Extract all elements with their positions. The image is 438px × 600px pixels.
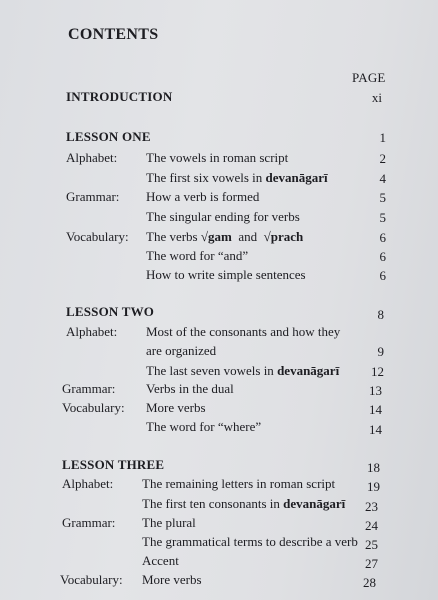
lesson-two-entry-4-page: 13: [369, 383, 382, 398]
lesson-one-entry-2-page: 4: [379, 171, 386, 186]
lesson-one-entry-6: The word for “and”: [146, 248, 249, 263]
lesson-two-entry-5: More verbs: [146, 400, 206, 415]
lesson-two-title: LESSON TWO: [66, 304, 155, 319]
lesson-three-entry-3-page: 24: [365, 518, 378, 533]
lesson-one-entry-7: How to write simple sentences: [146, 267, 306, 282]
lesson-one-entry-6-page: 6: [379, 249, 386, 264]
lesson-one-entry-4: The singular ending for verbs: [146, 209, 300, 224]
lesson-three-entry-6-page: 28: [363, 575, 376, 590]
lesson-two-alphabet-category: Alphabet:: [66, 324, 118, 339]
page-heading: CONTENTS: [68, 26, 159, 43]
lesson-three-title: LESSON THREE: [62, 457, 165, 472]
lesson-three-vocabulary-category: Vocabulary:: [60, 572, 123, 587]
lesson-two-entry-2-page: 9: [377, 344, 384, 359]
lesson-three-entry-6: More verbs: [142, 572, 202, 587]
lesson-one-entry-3-page: 5: [379, 190, 386, 205]
lesson-one-vocabulary-category: Vocabulary:: [66, 229, 129, 244]
lesson-two-entry-6: The word for “where”: [146, 419, 262, 434]
introduction-label: INTRODUCTION: [66, 89, 173, 104]
lesson-one-entry-1-page: 2: [379, 151, 386, 166]
lesson-three-grammar-category: Grammar:: [62, 515, 116, 530]
lesson-three-entry-4: The grammatical terms to describe a verb: [142, 534, 358, 549]
lesson-one-entry-3: How a verb is formed: [146, 189, 260, 204]
lesson-three-entry-2: The first ten consonants in devanāgarī: [142, 496, 346, 511]
lesson-one-entry-5: The verbs √gam and √prach: [146, 229, 304, 244]
lesson-two-entry-4: Verbs in the dual: [146, 381, 234, 396]
lesson-one-title: LESSON ONE: [66, 129, 151, 144]
introduction-page: xi: [371, 90, 382, 105]
lesson-two-entry-3: The last seven vowels in devanāgarī: [146, 363, 340, 378]
lesson-one-alphabet-category: Alphabet:: [66, 150, 118, 165]
lesson-two-entry-5-page: 14: [369, 402, 382, 417]
lesson-two-grammar-category: Grammar:: [62, 381, 116, 396]
lesson-one-entry-4-page: 5: [379, 210, 386, 225]
lesson-two-vocabulary-category: Vocabulary:: [62, 400, 125, 415]
lesson-three-page: 18: [367, 460, 380, 475]
lesson-one-entry-1: The vowels in roman script: [146, 150, 289, 165]
lesson-one-grammar-category: Grammar:: [66, 189, 120, 204]
lesson-three-entry-4-page: 25: [365, 537, 378, 552]
lesson-three-entry-3: The plural: [142, 515, 196, 530]
lesson-three-entry-1: The remaining letters in roman script: [142, 476, 336, 491]
lesson-two-entry-6-page: 14: [369, 422, 382, 437]
lesson-one-entry-7-page: 6: [379, 268, 386, 283]
lesson-two-entry-2: are organized: [146, 343, 217, 358]
lesson-three-entry-2-page: 23: [365, 499, 378, 514]
lesson-one-page: 1: [379, 130, 386, 145]
lesson-three-entry-1-page: 19: [367, 479, 380, 494]
lesson-three-entry-5-page: 27: [365, 556, 378, 571]
lesson-two-page: 8: [377, 307, 384, 322]
lesson-three-entry-5: Accent: [142, 553, 179, 568]
lesson-three-alphabet-category: Alphabet:: [62, 476, 114, 491]
lesson-two-entry-1: Most of the consonants and how they: [146, 324, 341, 339]
page-column-label: PAGE: [352, 70, 386, 85]
lesson-two-entry-3-page: 12: [371, 364, 384, 379]
lesson-one-entry-2: The first six vowels in devanāgarī: [146, 170, 328, 185]
lesson-one-entry-5-page: 6: [379, 230, 386, 245]
